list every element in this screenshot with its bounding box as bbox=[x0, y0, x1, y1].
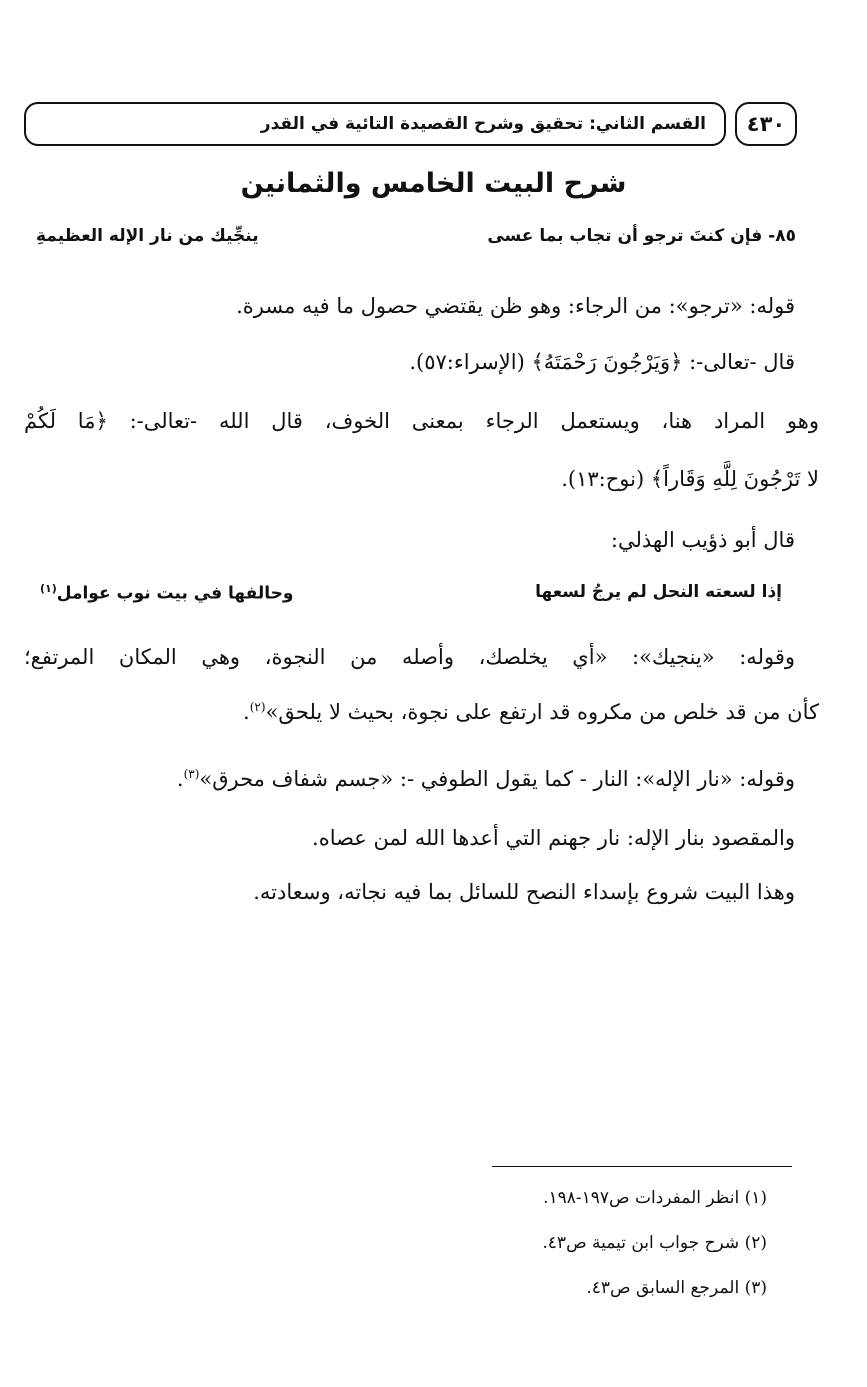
footnote-separator bbox=[492, 1166, 792, 1167]
paragraph-yunjik-line2: كأن من قد خلص من مكروه قد ارتفع على نجوة، بحيث لا يلحق»$^{(٢)}$. bbox=[243, 700, 819, 724]
footnote-marker-3: (٣) bbox=[183, 767, 200, 781]
paragraph-abu-dhuayb: قال أبو ذؤيب الهذلي: bbox=[610, 528, 795, 552]
paragraph-nar-ilah: وقوله: «نار الإله»: النار - كما يقول الطوفي -: «جسم شفاف محرق»$^{(٣)}$. bbox=[176, 767, 795, 791]
footnote-marker-1: (١) bbox=[40, 582, 57, 595]
hudhali-first-hemistich: إذا لسعته النحل لم يرجُ لسعها bbox=[535, 582, 782, 602]
paragraph-khawf-line1: وهو المراد هنا، ويستعمل الرجاء بمعنى الخوف، قال الله -تعالى-: ﴿مَا لَكُمْ bbox=[24, 409, 819, 433]
footnote-2: (٢) شرح جواب ابن تيمية ص٤٣. bbox=[542, 1233, 767, 1253]
footnote-3: (٣) المرجع السابق ص٤٣. bbox=[586, 1278, 767, 1298]
page-number-box bbox=[735, 102, 797, 146]
paragraph-quran-isra: قال -تعالى-: ﴿وَيَرْجُونَ رَحْمَتَهُ﴾ (الإسراء:٥٧). bbox=[409, 350, 795, 374]
footnote-marker-2: (٢) bbox=[249, 700, 266, 714]
running-header bbox=[24, 102, 726, 146]
section-heading: شرح البيت الخامس والثمانين bbox=[240, 168, 627, 199]
footnote-1: (١) انظر المفردات ص١٩٧-١٩٨. bbox=[543, 1188, 767, 1208]
hudhali-second-hemistich: وحالفها في بيت نوب عوامل$^{(١)}$ bbox=[40, 582, 294, 604]
poem-verse-85 bbox=[36, 226, 796, 260]
verse-second-hemistich: ينجِّيك من نار الإله العظيمةِ bbox=[36, 226, 259, 246]
page-number: ٤٣٠ bbox=[746, 112, 786, 136]
paragraph-conclusion: وهذا البيت شروع بإسداء النصح للسائل بما فيه نجاته، وسعادته. bbox=[253, 880, 795, 904]
paragraph-maqsud: والمقصود بنار الإله: نار جهنم التي أعدها الله لمن عصاه. bbox=[312, 826, 795, 850]
running-title: القسم الثاني: تحقيق وشرح القصيدة التائية في القدر bbox=[260, 114, 706, 134]
paragraph-raja: قوله: «ترجو»: من الرجاء: وهو ظن يقتضي حصول ما فيه مسرة. bbox=[236, 294, 795, 318]
verse-first-hemistich: ٨٥- فإن كنتَ ترجو أن تجاب بما عسى bbox=[487, 226, 796, 246]
poem-verse-hudhali bbox=[40, 582, 782, 616]
paragraph-khawf-line2: لا تَرْجُونَ لِلَّهِ وَقَاراً﴾ (نوح:١٣). bbox=[561, 467, 819, 491]
paragraph-yunjik-line1: وقوله: «ينجيك»: «أي يخلصك، وأصله من النجوة، وهي المكان المرتفع؛ bbox=[24, 645, 795, 669]
